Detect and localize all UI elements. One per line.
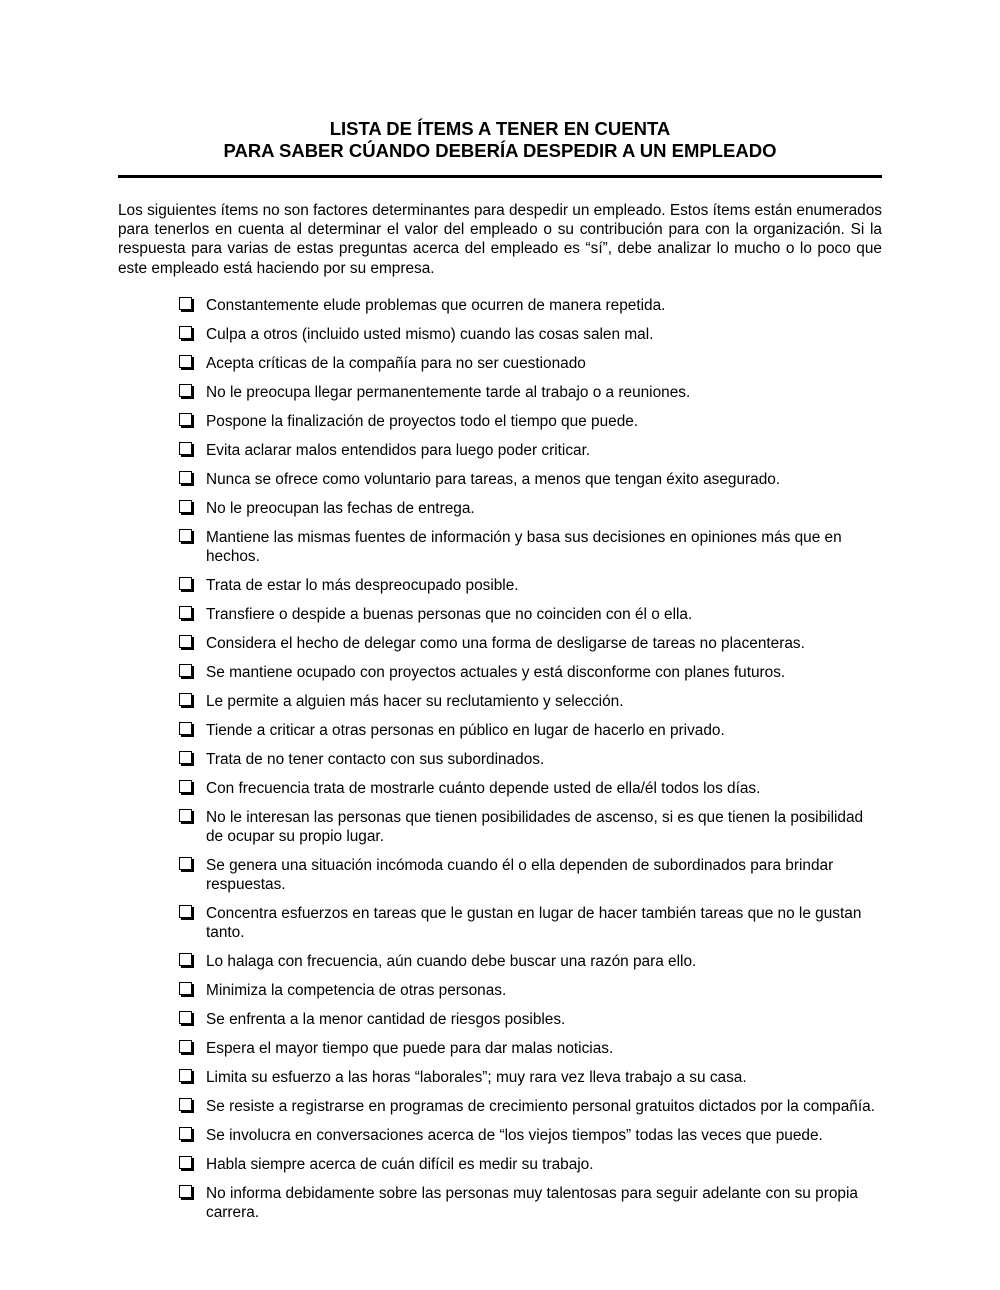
checkbox-icon[interactable]: [179, 1156, 192, 1169]
checklist-item: [179, 1097, 882, 1116]
checkbox-icon[interactable]: [179, 1127, 192, 1140]
checklist-item: [179, 296, 882, 315]
checklist-item-text: Pospone la finalización de proyectos todo el tiempo que puede.: [206, 412, 639, 430]
checklist-item: [179, 383, 882, 402]
checklist-item: [179, 605, 882, 624]
checklist-item: [179, 1068, 882, 1087]
checkbox-icon[interactable]: [179, 857, 192, 870]
checkbox-icon[interactable]: [179, 1185, 192, 1198]
checkbox-icon[interactable]: [179, 905, 192, 918]
checklist-item: [179, 952, 882, 971]
checkbox-icon[interactable]: [179, 635, 192, 648]
checklist-item-text: Con frecuencia trata de mostrarle cuánto depende usted de ella/él todos los días.: [206, 779, 761, 797]
checkbox-icon[interactable]: [179, 355, 192, 368]
checklist-item: [179, 904, 882, 942]
checklist-item-text: Transfiere o despide a buenas personas que no coinciden con él o ella.: [206, 605, 693, 623]
checklist-item-text: Le permite a alguien más hacer su reclutamiento y selección.: [206, 692, 624, 710]
checklist-item: [179, 470, 882, 489]
checkbox-icon[interactable]: [179, 780, 192, 793]
checklist-item-text: Trata de estar lo más despreocupado posible.: [206, 576, 519, 594]
title-line-1: LISTA DE ÍTEMS A TENER EN CUENTA: [329, 118, 671, 139]
checklist-item: [179, 528, 882, 566]
checklist-item: [179, 634, 882, 653]
checklist-item: [179, 412, 882, 431]
intro-paragraph: Los siguientes ítems no son factores determinantes para despedir un empleado. Estos ítems están enumerados para tenerlos en cuenta al determinar el valor del empleado o su contribución para con la organización. Si la respuesta para varias de estas preguntas acerca del empleado es “sí”, debe analizar lo mucho o lo poco que este empleado está haciendo por su empresa.: [118, 202, 882, 277]
checklist-item-text: Lo halaga con frecuencia, aún cuando debe buscar una razón para ello.: [206, 952, 697, 970]
document-title: [118, 118, 882, 162]
checkbox-icon[interactable]: [179, 1040, 192, 1053]
checklist-item-text: Tiende a criticar a otras personas en público en lugar de hacerlo en privado.: [206, 721, 725, 739]
checkbox-icon[interactable]: [179, 693, 192, 706]
checkbox-icon[interactable]: [179, 471, 192, 484]
checklist-item: [179, 721, 882, 740]
checklist-item-text: Limita su esfuerzo a las horas “laborales”; muy rara vez lleva trabajo a su casa.: [206, 1068, 747, 1086]
checkbox-icon[interactable]: [179, 982, 192, 995]
checklist-item: [179, 1126, 882, 1145]
checkbox-icon[interactable]: [179, 722, 192, 735]
checkbox-icon[interactable]: [179, 413, 192, 426]
checklist-item-text: No le interesan las personas que tienen posibilidades de ascenso, si es que tienen la posibilidad de ocupar su propio lugar.: [206, 808, 864, 845]
checklist-item-text: Se involucra en conversaciones acerca de “los viejos tiempos” todas las veces que puede.: [206, 1126, 823, 1144]
checkbox-icon[interactable]: [179, 809, 192, 822]
checkbox-icon[interactable]: [179, 953, 192, 966]
checklist-item: [179, 354, 882, 373]
checklist-item: [179, 663, 882, 682]
checklist-item-text: Nunca se ofrece como voluntario para tareas, a menos que tengan éxito asegurado.: [206, 470, 781, 488]
checklist-item-text: Evita aclarar malos entendidos para luego poder criticar.: [206, 441, 591, 459]
checklist-item: [179, 576, 882, 595]
checklist-item-text: Minimiza la competencia de otras personas.: [206, 981, 507, 999]
checklist-item: [179, 325, 882, 344]
checklist-item-text: Constantemente elude problemas que ocurren de manera repetida.: [206, 296, 666, 314]
checklist-item-text: No informa debidamente sobre las personas muy talentosas para seguir adelante con su propia carrera.: [206, 1184, 858, 1221]
checkbox-icon[interactable]: [179, 606, 192, 619]
checkbox-icon[interactable]: [179, 500, 192, 513]
checklist-item-text: Habla siempre acerca de cuán difícil es medir su trabajo.: [206, 1155, 594, 1173]
checklist-item: [179, 981, 882, 1000]
checkbox-icon[interactable]: [179, 442, 192, 455]
checklist-item-text: Espera el mayor tiempo que puede para dar malas noticias.: [206, 1039, 614, 1057]
checklist-item: [179, 856, 882, 894]
checklist-item: [179, 1155, 882, 1174]
checkbox-icon[interactable]: [179, 1011, 192, 1024]
checkbox-icon[interactable]: [179, 1098, 192, 1111]
checkbox-icon[interactable]: [179, 529, 192, 542]
checklist-item: [179, 692, 882, 711]
checklist-item-text: Culpa a otros (incluido usted mismo) cuando las cosas salen mal.: [206, 325, 654, 343]
checklist-item-text: Se genera una situación incómoda cuando él o ella dependen de subordinados para brindar respuestas.: [206, 856, 834, 893]
checklist-item-text: Considera el hecho de delegar como una forma de desligarse de tareas no placenteras.: [206, 634, 805, 652]
checklist: [118, 296, 882, 1222]
checklist-item-text: Se mantiene ocupado con proyectos actuales y está disconforme con planes futuros.: [206, 663, 786, 681]
checklist-item-text: Mantiene las mismas fuentes de información y basa sus decisiones en opiniones más que en hechos.: [206, 528, 842, 565]
checklist-item: [179, 499, 882, 518]
checklist-item-text: Se enfrenta a la menor cantidad de riesgos posibles.: [206, 1010, 566, 1028]
checkbox-icon[interactable]: [179, 577, 192, 590]
checkbox-icon[interactable]: [179, 1069, 192, 1082]
checkbox-icon[interactable]: [179, 751, 192, 764]
checklist-item: [179, 808, 882, 846]
title-divider: [118, 175, 882, 178]
checklist-item-text: Concentra esfuerzos en tareas que le gustan en lugar de hacer también tareas que no le gustan tanto.: [206, 904, 862, 941]
checklist-item-text: Trata de no tener contacto con sus subordinados.: [206, 750, 545, 768]
checkbox-icon[interactable]: [179, 664, 192, 677]
checklist-item-text: No le preocupa llegar permanentemente tarde al trabajo o a reuniones.: [206, 383, 691, 401]
checklist-item: [179, 779, 882, 798]
checklist-item: [179, 1184, 882, 1222]
checklist-item: [179, 1010, 882, 1029]
checkbox-icon[interactable]: [179, 326, 192, 339]
title-line-2: PARA SABER CÚANDO DEBERÍA DESPEDIR A UN EMPLEADO: [223, 140, 777, 161]
checkbox-icon[interactable]: [179, 384, 192, 397]
checklist-item-text: No le preocupan las fechas de entrega.: [206, 499, 475, 517]
checklist-item-text: Se resiste a registrarse en programas de crecimiento personal gratuitos dictados por la compañía.: [206, 1097, 875, 1115]
checkbox-icon[interactable]: [179, 297, 192, 310]
checklist-item: [179, 750, 882, 769]
checklist-item-text: Acepta críticas de la compañía para no ser cuestionado: [206, 354, 586, 372]
checklist-item: [179, 441, 882, 460]
checklist-item: [179, 1039, 882, 1058]
document-page: [118, 118, 882, 1232]
